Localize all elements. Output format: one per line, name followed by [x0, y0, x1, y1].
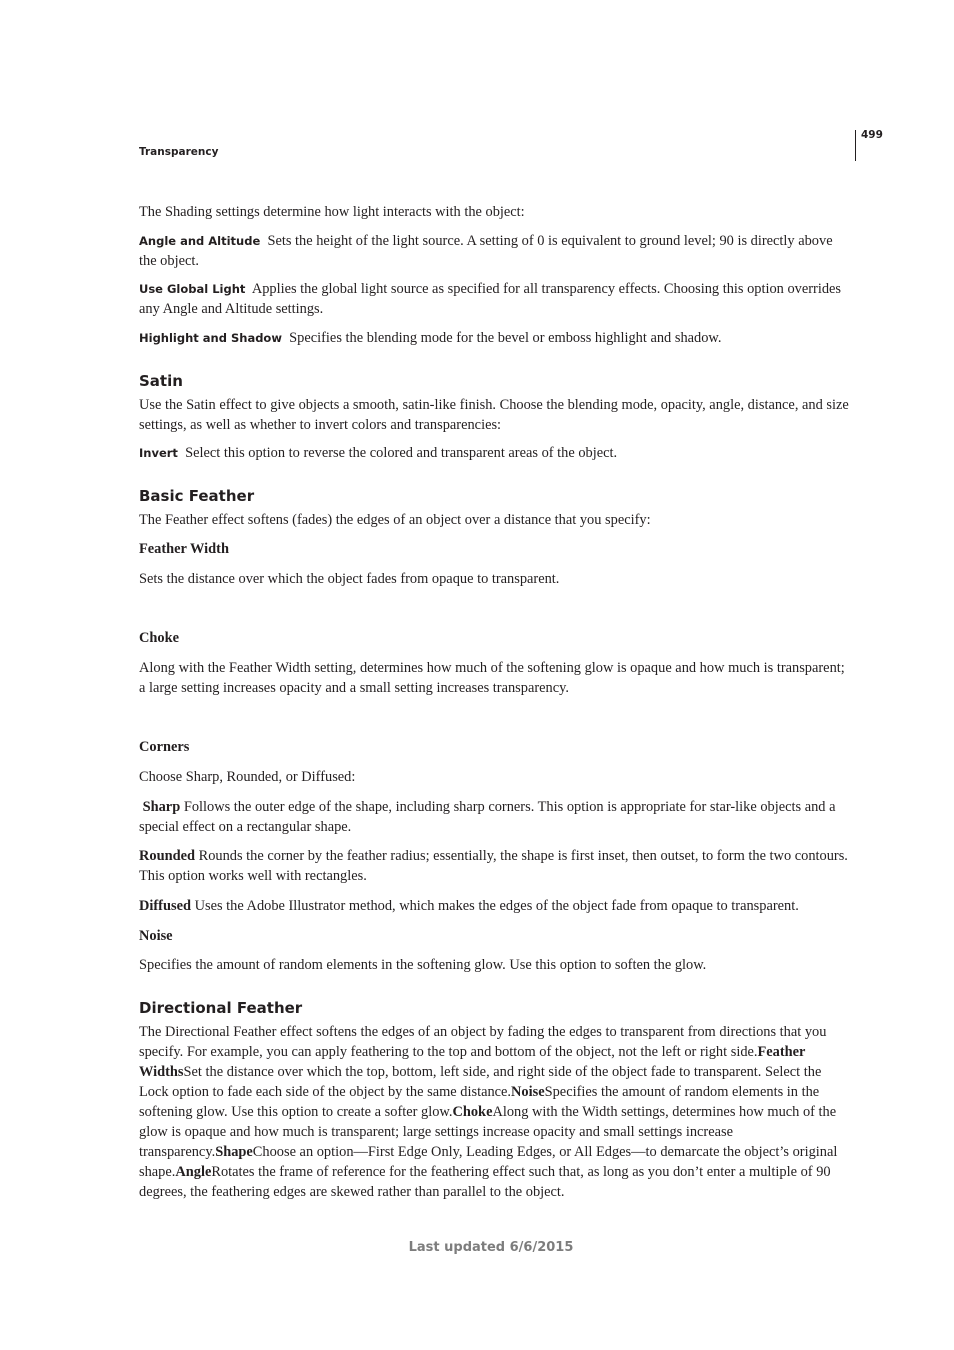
directional-feather-body — [139, 1022, 851, 1202]
basic-feather-intro: The Feather effect softens (fades) the edges of an object over a distance that you specify: — [139, 512, 651, 528]
global-light-text: Applies the global light source as specified for all transparency effects. Choosing this option overrides any Angle and Altitude settings. — [139, 281, 842, 317]
term-choke: Choke — [139, 630, 179, 646]
term-sharp: Sharp — [142, 799, 181, 815]
corners-text: Choose Sharp, Rounded, or Diffused: — [139, 769, 356, 785]
invert-text: Select this option to reverse the colored and transparent areas of the object. — [185, 445, 618, 461]
sharp-paragraph — [139, 797, 851, 837]
directional-text-1: The Directional Feather effect softens the edges of an object by fading the edges to transparent from directions that you specify. For example, you can apply feathering to the top and bottom of the object, not the left or right side. — [139, 1024, 827, 1060]
directional-text-2: Set the distance over which the top, bottom, left side, and right side of the object fade to transparent. Select the Lock option to fade each side of the object by the same distance. — [139, 1064, 822, 1100]
directional-text-5: Choose an option—First Edge Only, Leading Edges, or All Edges—to demarcate the object’s original shape. — [139, 1144, 838, 1180]
highlight-shadow-paragraph — [139, 328, 851, 348]
page-content — [139, 202, 851, 1202]
page-number: 499 — [861, 129, 883, 141]
heading-satin: Satin — [139, 372, 183, 390]
term-directional-choke: Choke — [452, 1104, 493, 1120]
diffused-text: Uses the Adobe Illustrator method, which makes the edges of the object fade from opaque to transparent. — [194, 898, 799, 914]
directional-text-4: Along with the Width settings, determines how much of the glow is opaque and how much is transparent; large settings increase opacity and small settings increase transparency. — [139, 1104, 837, 1160]
header-divider — [855, 130, 856, 161]
term-feather-widths: Feather Widths — [139, 1044, 806, 1080]
invert-paragraph — [139, 443, 851, 463]
term-invert: Invert — [139, 446, 178, 460]
satin-intro: Use the Satin effect to give objects a smooth, satin-like finish. Choose the blending mode, opacity, angle, distance, and size settings, as well as whether to invert colors and transparencies: — [139, 397, 849, 433]
global-light-paragraph — [139, 279, 851, 319]
term-noise: Noise — [139, 928, 173, 944]
running-header-section: Transparency — [139, 146, 219, 158]
term-use-global-light: Use Global Light — [139, 282, 246, 296]
heading-basic-feather: Basic Feather — [139, 487, 255, 505]
term-directional-noise: Noise — [511, 1084, 545, 1100]
term-feather-width: Feather Width — [139, 541, 229, 557]
term-diffused: Diffused — [139, 898, 191, 914]
term-rounded: Rounded — [139, 848, 195, 864]
term-highlight-shadow: Highlight and Shadow — [139, 331, 282, 345]
highlight-shadow-text: Specifies the blending mode for the bevel or emboss highlight and shadow. — [289, 330, 722, 346]
footer-last-updated: Last updated 6/6/2015 — [408, 1240, 574, 1255]
angle-altitude-text: Sets the height of the light source. A setting of 0 is equivalent to ground level; 90 is directly above the object. — [139, 233, 833, 269]
heading-directional-feather: Directional Feather — [139, 999, 303, 1017]
directional-text-3: Specifies the amount of random elements in the softening glow. Use this option to create a softer glow. — [139, 1084, 820, 1120]
noise-text: Specifies the amount of random elements in the softening glow. Use this option to soften the glow. — [139, 957, 707, 973]
term-angle: Angle — [175, 1164, 212, 1180]
shading-intro: The Shading settings determine how light interacts with the object: — [139, 204, 525, 220]
feather-width-text: Sets the distance over which the object fades from opaque to transparent. — [139, 571, 560, 587]
rounded-paragraph — [139, 846, 851, 886]
directional-text-6: Rotates the frame of reference for the feathering effect such that, as long as you don’t enter a multiple of 90 degrees, the feathering edges are skewed rather than parallel to the object. — [139, 1164, 831, 1200]
sharp-text: Follows the outer edge of the shape, including sharp corners. This option is appropriate for star-like objects and a special effect on a rectangular shape. — [139, 799, 836, 835]
choke-text: Along with the Feather Width setting, determines how much of the softening glow is opaque and how much is transparent; a large setting increases opacity and a small setting increases transparency. — [139, 660, 845, 696]
diffused-paragraph — [139, 896, 851, 916]
rounded-text: Rounds the corner by the feather radius; essentially, the shape is first inset, then outset, to form the two contours. This option works well with rectangles. — [139, 848, 848, 884]
term-angle-altitude: Angle and Altitude — [139, 234, 261, 248]
angle-altitude-paragraph — [139, 231, 851, 271]
term-corners: Corners — [139, 739, 190, 755]
term-shape: Shape — [215, 1144, 253, 1160]
